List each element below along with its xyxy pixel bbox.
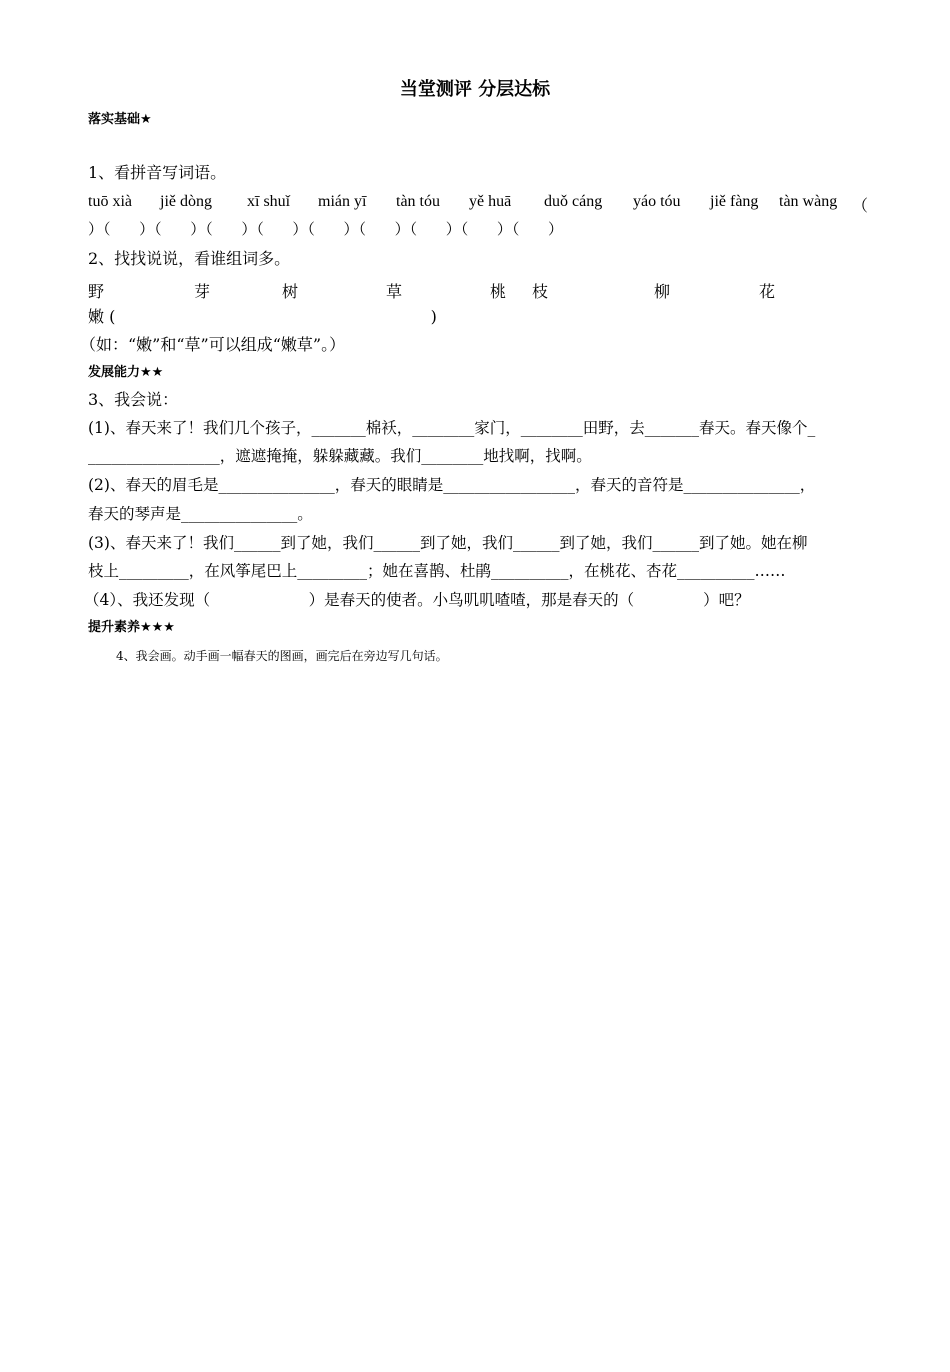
pinyin-item: tàn wàng bbox=[779, 193, 838, 210]
pinyin-item: xī shuǐ bbox=[247, 193, 291, 210]
q2-char-row bbox=[88, 279, 868, 299]
q1-blanks: ）（ ）（ ）（ ）（ ）（ ）（ ）（ ）（ ）（ ） bbox=[88, 220, 563, 238]
q3-prompt: 3、我会说： bbox=[88, 390, 179, 409]
q2-char: 枝 bbox=[532, 282, 549, 301]
page-title: 当堂测评 分层达标 bbox=[399, 79, 551, 100]
q2-example: （如：“嫩”和“草”可以组成“嫩草”。） bbox=[80, 335, 346, 354]
q2-char: 芽 bbox=[194, 282, 211, 301]
pinyin-item: jiě fàng bbox=[710, 193, 759, 210]
section-literacy-heading: 提升素养★★★ bbox=[88, 620, 175, 635]
pinyin-open-paren: （ bbox=[852, 196, 869, 215]
pinyin-item: duǒ cáng bbox=[544, 193, 603, 210]
q2-char: 柳 bbox=[654, 282, 671, 301]
q3-line: (1)、春天来了！我们几个孩子，_______棉袄，________家门，________田野，去_______春天。春天像个_ bbox=[88, 419, 816, 437]
q2-char: 野 bbox=[88, 282, 105, 301]
q2-answer-line: 嫩 ( ) bbox=[88, 307, 437, 326]
pinyin-item: mián yī bbox=[318, 193, 367, 210]
q3-line: (3)、春天来了！我们______到了她，我们______到了她，我们______到了她，我们______到了她。她在柳 bbox=[88, 534, 808, 552]
q1-prompt: 1、看拼音写词语。 bbox=[88, 163, 227, 182]
q4-prompt: 4、我会画。动手画一幅春天的图画，画完后在旁边写几句话。 bbox=[116, 649, 448, 663]
pinyin-item: jiě dòng bbox=[160, 193, 212, 210]
q2-char: 花 bbox=[759, 282, 776, 301]
section-ability-heading: 发展能力★★ bbox=[88, 365, 164, 380]
pinyin-item: tuō xià bbox=[88, 193, 132, 210]
q2-char: 桃 bbox=[490, 282, 507, 301]
q3-line: （4）、我还发现（ ）是春天的使者。小鸟叽叽喳喳，那是春天的（ ）吧？ bbox=[84, 591, 750, 609]
q1-pinyin-row bbox=[88, 193, 868, 213]
q3-line: 枝上_________，在风筝尾巴上_________；她在喜鹊、杜鹃__________，在桃花、杏花__________…… bbox=[88, 562, 786, 580]
q3-line: (2)、春天的眉毛是_______________，春天的眼睛是_________________，春天的音符是_______________， bbox=[88, 476, 816, 494]
q2-char: 树 bbox=[282, 282, 299, 301]
pinyin-item: yáo tóu bbox=[633, 193, 681, 210]
q3-line: 春天的琴声是_______________。 bbox=[88, 505, 313, 523]
pinyin-item: yě huā bbox=[469, 193, 512, 210]
pinyin-item: tàn tóu bbox=[396, 193, 440, 210]
q2-prompt: 2、找找说说，看谁组词多。 bbox=[88, 249, 291, 268]
q3-line: _________________，遮遮掩掩，躲躲藏藏。我们________地找啊，找啊。 bbox=[88, 447, 592, 465]
q2-char: 草 bbox=[386, 282, 403, 301]
section-basic-heading: 落实基础★ bbox=[88, 112, 152, 127]
